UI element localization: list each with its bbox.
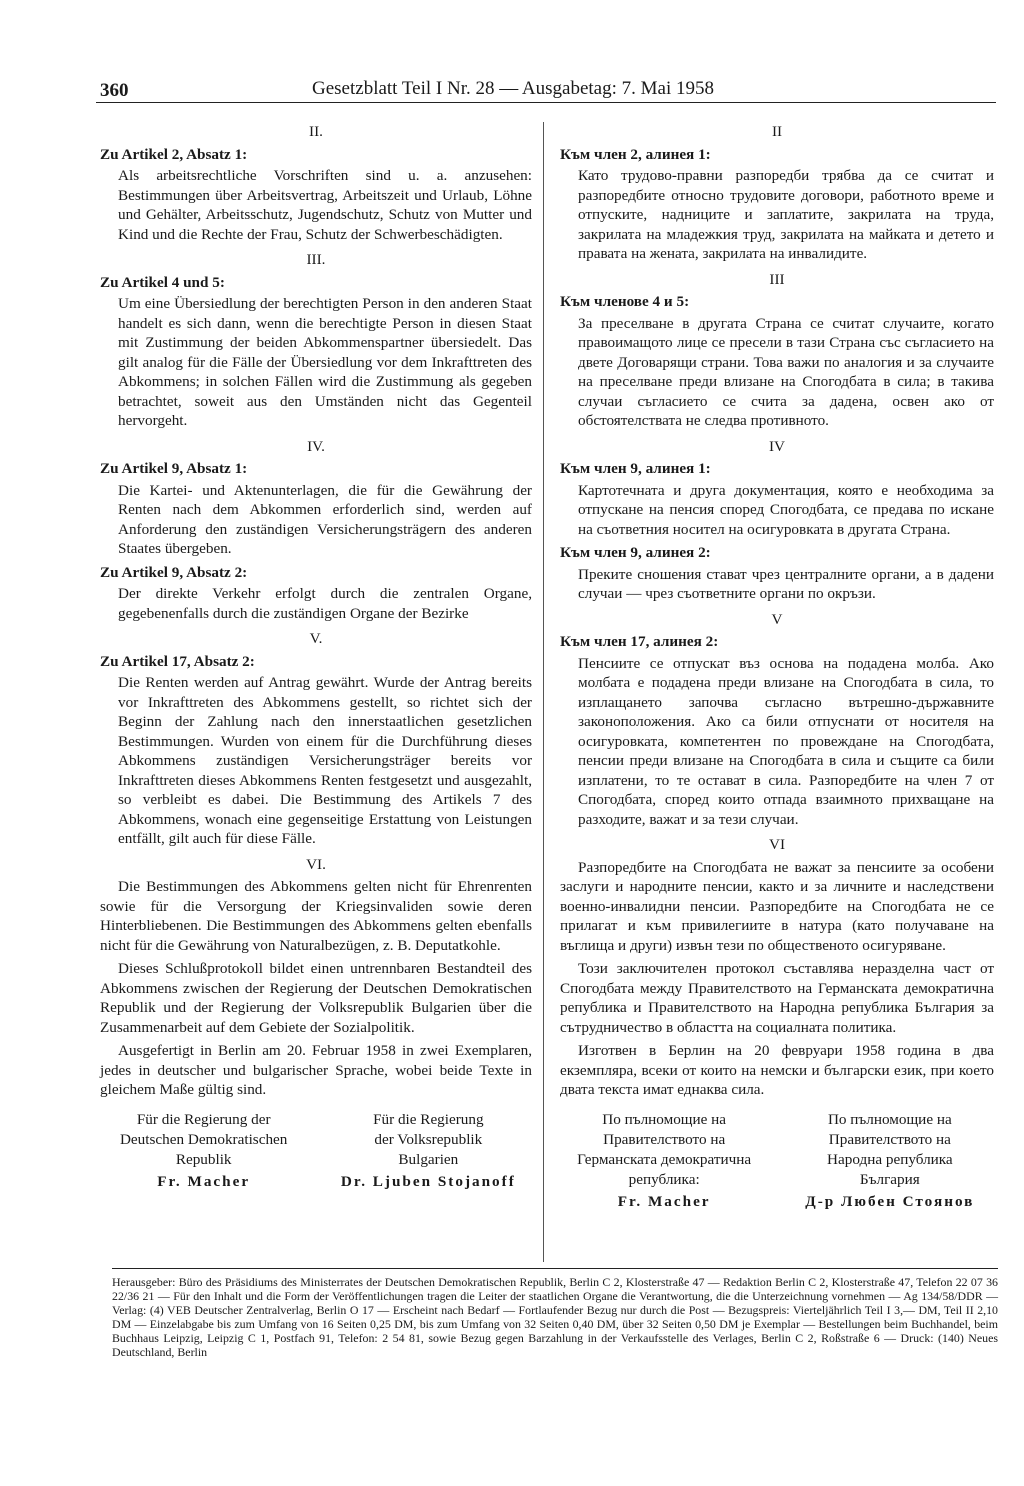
signature-block <box>786 1110 994 1212</box>
section-numeral: IV <box>768 437 786 455</box>
article-heading: Zu Artikel 2, Absatz 1: <box>100 145 248 163</box>
paragraph: Die Kartei- und Aktenunterlagen, die für die Gewährung der Renten nach dem Abkommen erforderlich sind, werden auf Anforderung den zuständigen Versicherungsträgern des anderen Staates übergeben. <box>118 481 532 557</box>
paragraph-group <box>100 481 532 559</box>
article-heading: Към член 9, алинея 1: <box>560 460 711 477</box>
signature-line: Deutschen Demokratischen <box>119 1130 288 1148</box>
paragraph: Ausgefertigt in Berlin am 20. Februar 1958 in zwei Exemplaren, jedes in deutscher und bulgarischer Sprache, wobei beide Texte in gleichem Maße gültig sind. <box>100 1042 532 1098</box>
section-numeral: V <box>771 610 783 628</box>
section-numeral: III <box>769 270 785 288</box>
paragraph-group <box>560 858 994 1100</box>
signature-line: Bulgarien <box>398 1150 459 1168</box>
page-header <box>96 72 996 103</box>
section-numeral: IV. <box>307 437 325 455</box>
signature-area <box>560 1110 994 1212</box>
section-numeral: III. <box>306 251 326 268</box>
paragraph: Als arbeitsrechtliche Vorschriften sind u. a. anzusehen: Bestimmungen über Arbeitsvertrag, Arbeitszeit und Urlaub, Löhne und Gehälter, Arbeitsschutz, Jugendschutz, Schutz von Mutter und Kind und die Rechte der Frau, Schutz der Schwerbeschädigten. <box>118 167 532 243</box>
paragraph: Този заключителен протокол съставлява неразделна част от Спогодбата между Правителството на Германската демократична република и Правителството на Народна република България за сътрудничество в областта на социалната политика. <box>560 960 994 1036</box>
paragraph-group <box>560 654 994 830</box>
paragraph: Разпоредбите на Спогодбата не важат за пенсиите за особени заслуги и народните пенсии, както и за личните и наследствени военно-инвалидни пенсии. Разпоредбите на Спогодбата не се прилагат и към привилегиите в натура (като получаване на въглища и други) извън тези по общественото осигуряване. <box>560 858 994 954</box>
article-heading: Към член 2, алинея 1: <box>560 145 711 163</box>
paragraph-group <box>100 294 532 431</box>
paragraph-group <box>560 481 994 540</box>
imprint-footer: Herausgeber: Büro des Präsidiums des Ministerrates der Deutschen Demokratischen Republik, Berlin C 2, Klosterstraße 47 — Redaktion Berlin C 2, Klosterstraße 47, Telefon 22 07 36 22/36 21 — Für den Inhalt und die Form der Veröffentlichungen tragen die Leiter der staatlichen Organe die Verantwortung, die die Unterzeichnung vornehmen — Ag 134/58/DDR — Verlag: (4) VEB Deutscher Zentralverlag, Berlin O 17 — Erscheint nach Bedarf — Fortlaufender Bezug nur durch die Post — Bezugspreis: Vierteljährlich Teil I 3,— DM, Teil II 2,10 DM — Einzelabgabe bis zum Umfang von 16 Seiten 0,25 DM, bis zum Umfang von 32 Seiten 0,40 DM, über 32 Seiten 0,50 DM je Exemplar — Bestellungen beim Buchhandel, beim Buchhaus Leipzig, Leipzig C 1, Postfach 91, Telefon: 2 54 81, sowie Bezug gegen Barzahlung in der Verkaufsstelle des Verlages, Berlin C 2, Roßstraße 6 — Druck: (140) Neues Deutschland, Berlin <box>112 1268 998 1359</box>
paragraph-group <box>560 166 994 264</box>
signature-line: Правителството на <box>603 1130 726 1148</box>
signatory-name: Dr. Ljuben Stojanoff <box>340 1172 516 1190</box>
german-column <box>100 122 532 1192</box>
signature-line: Правителството на <box>828 1130 951 1148</box>
signature-line: Republik <box>175 1150 232 1168</box>
article-heading: Zu Artikel 9, Absatz 2: <box>100 563 248 581</box>
signatory-name: Fr. Macher <box>157 1172 251 1190</box>
article-heading: Към членове 4 и 5: <box>560 293 690 310</box>
signature-line: република: <box>628 1170 700 1188</box>
signatory-name: Д-р Любен Стоянов <box>805 1192 975 1210</box>
page-number: 360 <box>100 80 129 101</box>
paragraph-group <box>100 584 532 623</box>
section-numeral: II <box>771 123 783 140</box>
article-heading: Zu Artikel 17, Absatz 2: <box>100 652 255 670</box>
paragraph: Като трудово-правни разпоредби трябва да се считат и разпоредбите относно трудовите договори, работното време и отпуските, надниците и заплатите, закрилата на труда, закрилата на младежкия труд, закрилата на майката и детето и правата на жената, закрилата на инвалидите. <box>578 167 994 262</box>
section-numeral: II. <box>309 123 323 140</box>
signature-line: Für die Regierung <box>373 1110 484 1128</box>
paragraph: Der direkte Verkehr erfolgt durch die zentralen Organe, gegebenenfalls durch die zuständigen Organe der Bezirke <box>118 585 532 622</box>
header-title: Gesetzblatt Teil I Nr. 28 — Ausgabetag: 7. Mai 1958 <box>312 78 714 99</box>
paragraph: Пенсиите се отпускат въз основа на подадена молба. Ако молбата е подадена преди влизане на Спогодбата в сила, то изплащането започва съгласно вътрешно-държавните законоположения. Ако са били отпуснати от носителя на осигуровката, компетентен по провеждане на Спогодбата, пенсии преди влизане на Спогодбата в сила и същите са били изплатени, то те остават в сила. Разпоредбите на член 7 от Спогодбата, според които отпада взаимното прихващане на разходите, важат и за тези случаи. <box>578 654 994 828</box>
paragraph: Die Renten werden auf Antrag gewährt. Wurde der Antrag bereits vor Inkrafttreten des Abkommens gestellt, so richtet sich der Beginn der Zahlung nach den innerstaatlichen gesetzlichen Bestimmungen. Wurden von einem für die Durchführung dieses Abkommens zuständigen Versicherungsträger bereits vor Inkrafttreten dieses Abkommens Renten festgesetzt und ausgezahlt, so verbleibt es dabei. Die Bestimmung des Artikels 7 des Abkommens, wonach eine gegenseitige Erstattung von Leistungen entfällt, gilt auch für diese Fälle. <box>118 674 532 847</box>
paragraph: Dieses Schlußprotokoll bildet einen untrennbaren Bestandteil des Abkommens zwischen der Regierung der Deutschen Demokratischen Republik und der Regierung der Volksrepublik Bulgarien über die Zusammenarbeit auf dem Gebiete der Sozialpolitik. <box>100 960 532 1036</box>
article-heading: Към член 9, алинея 2: <box>560 544 711 561</box>
article-heading: Zu Artikel 4 und 5: <box>100 273 225 291</box>
signature-block <box>100 1110 307 1192</box>
signature-area <box>100 1110 532 1192</box>
paragraph-group <box>100 877 532 1100</box>
signatory-name: Fr. Macher <box>617 1192 711 1210</box>
bulgarian-column <box>560 122 994 1212</box>
signature-line: България <box>859 1170 920 1188</box>
paragraph: Преките сношения стават чрез централните органи, а в дадени случаи — чрез съответните органи по окръзи. <box>578 565 994 602</box>
signature-line: Народна република <box>827 1150 953 1168</box>
section-numeral: VI. <box>306 855 326 873</box>
paragraph: Изготвен в Берлин на 20 февруари 1958 година в два екземпляра, всеки от които на немски и български език, при което двата текста имат еднаква сила. <box>560 1042 994 1098</box>
paragraph: Картотечната и друга документация, която е необходима за отпускане на пенсия според Спогодбата, се предава по искане на съответния носител на осигуровката в другата Страна. <box>578 481 994 538</box>
section-numeral: V. <box>309 630 323 647</box>
article-heading: Zu Artikel 9, Absatz 1: <box>100 460 248 477</box>
signature-line: По пълномощие на <box>602 1110 727 1128</box>
column-divider <box>543 122 544 1262</box>
paragraph-group <box>100 166 532 244</box>
paragraph-group <box>100 673 532 849</box>
paragraph-group <box>560 314 994 431</box>
paragraph: Um eine Übersiedlung der berechtigten Person in den anderen Staat handelt es sich dann, wenn die berechtigte Person in diesen Staat mit Zustimmung der beiden Abkommenspartner übersiedelt. Das gilt analog für die Fälle der Übersiedlung vor dem Inkrafttreten des Abkommens; in solchen Fällen wird die Zustimmung als gegeben betrachtet, soweit aus den Umständen nicht das Gegenteil hervorgeht. <box>118 295 532 429</box>
paragraph: За преселване в другата Страна се считат случаите, когато правоимащото лице се пресели в тази Страна със съгласието на двете Договарящи страни. Това важи по аналогия и за случаите на преселване преди влизане на Спогодбата в сила; в такива случаи съгласието се счита за дадена, освен ако от обстоятелствата не следва противното. <box>578 314 994 429</box>
signature-line: der Volksrepublik <box>374 1130 483 1148</box>
paragraph-group <box>560 565 994 604</box>
article-heading: Към член 17, алинея 2: <box>560 633 719 650</box>
signature-block <box>560 1110 768 1212</box>
signature-line: По пълномощие на <box>827 1110 952 1128</box>
signature-line: Für die Regierung der <box>136 1110 271 1128</box>
paragraph: Die Bestimmungen des Abkommens gelten nicht für Ehrenrenten sowie für die Versorgung der Kriegsinvaliden sowie deren Hinterbliebenen. Die Bestimmungen des Abkommens gelten ebenfalls nicht für die Gewährung von Naturalbezügen, z. B. Deputatkohle. <box>100 878 532 954</box>
section-numeral: VI <box>768 836 786 853</box>
signature-line: Германската демократична <box>577 1150 752 1168</box>
signature-block <box>325 1110 532 1192</box>
